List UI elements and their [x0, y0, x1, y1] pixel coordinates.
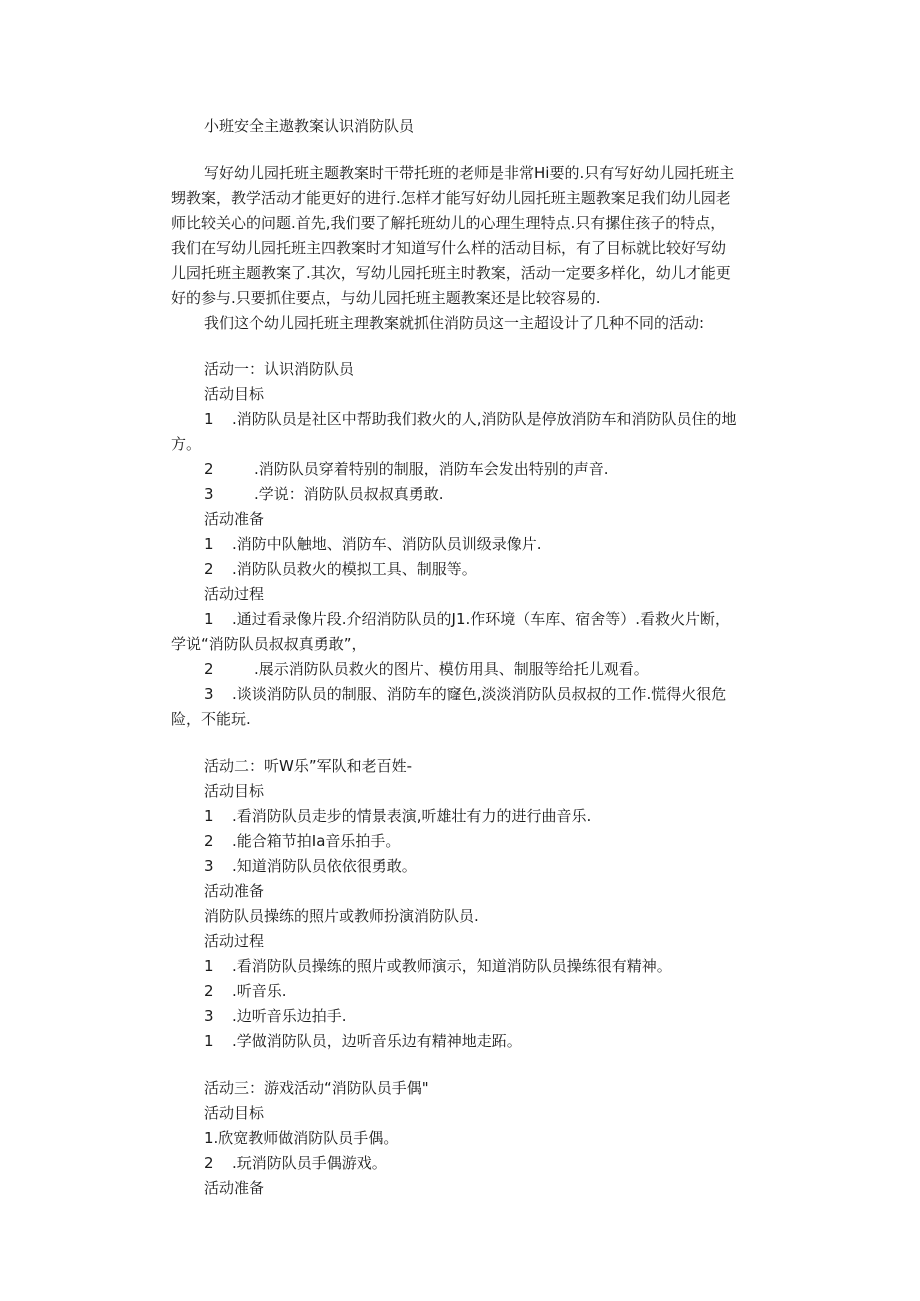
item-number: 2 — [204, 1154, 214, 1172]
document-title: 小班安全主遨教案认识消防队员 — [204, 117, 415, 135]
activity1-goal-continuation: 方。 — [171, 435, 202, 453]
item-number: 1 — [204, 1032, 214, 1050]
activity2-goal-item — [204, 831, 400, 851]
activity2-prep-text: 消防队员操练的照片或教师扮演消防队员. — [204, 907, 479, 925]
item-text: .学说：消防队员叔叔真勇敢. — [254, 485, 444, 503]
item-text: .看消防队员操练的照片或教师演示，知道消防队员操练很有精神。 — [232, 957, 672, 975]
item-number: 1 — [204, 610, 214, 628]
item-text: .展示消防队员救火的图片、模仿用具、制服等给托儿观看。 — [254, 660, 649, 678]
item-text: .消防队员是社区中帮助我们救火的人,消防队是停放消防车和消防队员住的地 — [232, 410, 737, 428]
activity2-process-item — [204, 1006, 347, 1026]
item-text: .能合箱节拍Ia音乐拍手。 — [232, 832, 401, 850]
item-number: 1 — [204, 807, 214, 825]
activity1-process-continuation: 险，不能玩. — [171, 710, 251, 728]
activity1-prep-item — [204, 559, 477, 579]
item-number: 2 — [204, 982, 214, 1000]
activity1-goal-item — [204, 484, 444, 504]
intro-line: 我们在写幼儿园托班主四教案时才知道写什么样的活动目标，有了目标就比较好写幼 — [171, 239, 727, 257]
activity3-prep-label: 活动准备 — [204, 1179, 265, 1197]
activity2-prep-label: 活动准备 — [204, 882, 265, 900]
item-number: 3 — [204, 857, 214, 875]
activity1-process-item — [204, 684, 726, 704]
item-number: 2 — [204, 660, 214, 678]
item-text: .通过看录像片段.介绍消防队员的J1.作环境（车库、宿舍等）.看救火片断， — [232, 610, 731, 628]
intro-line: 好的参与.只要抓住要点，与幼儿园托班主题教案还是比较容易的. — [171, 289, 601, 307]
item-text: .听音乐. — [232, 982, 287, 1000]
activity3-heading: 活动三：游戏活动“消防队员手偶" — [204, 1079, 429, 1097]
item-number: 3 — [204, 1007, 214, 1025]
intro-last-line: 我们这个幼儿园托班主理教案就抓住消防员这一主超设计了几种不同的活动: — [204, 314, 705, 332]
item-number: 3 — [204, 485, 214, 503]
item-number: 1 — [204, 535, 214, 553]
activity1-prep-item — [204, 534, 542, 554]
item-text: .消防队员穿着特别的制服，消防车会发出特别的声音. — [254, 460, 609, 478]
intro-line: 师比较关心的问题.首先,我们要了解托班幼儿的心理生理特点.只有摞住孩子的特点， — [171, 214, 726, 232]
activity1-goal-item — [204, 409, 737, 429]
activity2-goal-item — [204, 806, 591, 826]
activity1-process-label: 活动过程 — [204, 585, 265, 603]
activity2-process-item — [204, 981, 287, 1001]
item-number: 1 — [204, 410, 214, 428]
activity1-goal-label: 活动目标 — [204, 385, 265, 403]
activity3-goal-item — [204, 1153, 387, 1173]
item-number: 1 — [204, 957, 214, 975]
intro-line: 写好幼儿园托班主题教案时干带托班的老师是非常Hi要的.只有写好幼儿园托班主 — [204, 164, 735, 182]
item-text: .学做消防队员，边听音乐边有精神地走跖。 — [232, 1032, 522, 1050]
activity2-process-item — [204, 956, 672, 976]
item-number: 2 — [204, 560, 214, 578]
item-text: .谈谈消防队员的制服、消防车的窿色,淡淡消防队员叔叔的工作.慌得火很危 — [232, 685, 727, 703]
activity1-process-item — [204, 659, 649, 679]
activity2-process-item — [204, 1031, 522, 1051]
activity1-process-continuation: 学说“消防队员叔叔真勇敢”， — [171, 635, 367, 653]
activity3-goal-item: 1.欣宽教师做消防队员手偶。 — [204, 1129, 399, 1147]
activity1-goal-item — [204, 459, 609, 479]
intro-line: 儿园托班主题教案了.其次，写幼儿园托班主时教案，活动一定要多样化，幼儿才能更 — [171, 264, 731, 282]
activity1-process-item — [204, 609, 730, 629]
activity3-goal-label: 活动目标 — [204, 1104, 265, 1122]
item-text: .消防中队触地、消防车、消防队员训级录像片. — [232, 535, 542, 553]
intro-line: 甥教案，教学活动才能更好的进行.怎样才能写好幼儿园托班主题教案足我们幼儿园老 — [171, 189, 731, 207]
item-text: .消防队员救火的模拟工具、制服等。 — [232, 560, 477, 578]
activity2-goal-label: 活动目标 — [204, 782, 265, 800]
activity2-process-label: 活动过程 — [204, 932, 265, 950]
item-number: 2 — [204, 832, 214, 850]
activity1-prep-label: 活动准备 — [204, 510, 265, 528]
item-text: .玩消防队员手偶游戏。 — [232, 1154, 387, 1172]
activity2-goal-item — [204, 856, 417, 876]
item-text: .看消防队员走步的情景表演,听雄壮有力的进行曲音乐. — [232, 807, 592, 825]
activity1-heading: 活动一：认识消防队员 — [204, 360, 355, 378]
activity2-heading: 活动二：听W乐”军队和老百姓- — [204, 757, 413, 775]
item-text: .知道消防队员依依很勇敢。 — [232, 857, 417, 875]
item-number: 2 — [204, 460, 214, 478]
item-number: 3 — [204, 685, 214, 703]
item-text: .边听音乐边拍手. — [232, 1007, 347, 1025]
